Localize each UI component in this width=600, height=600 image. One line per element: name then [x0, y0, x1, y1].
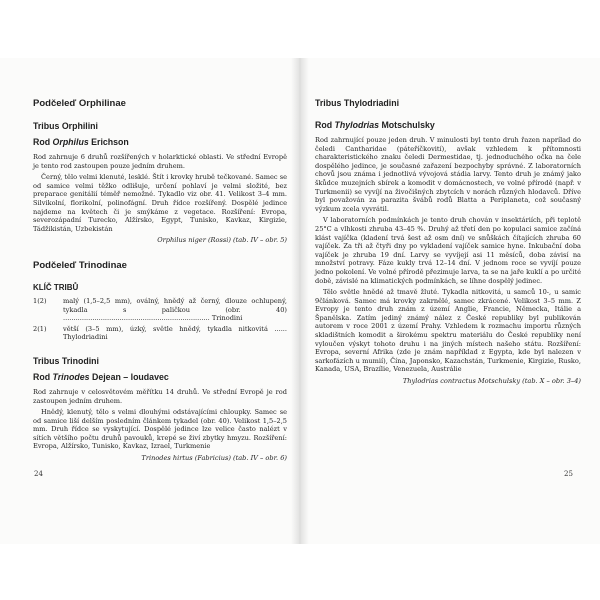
- key-row-text: malý (1,5–2,5 mm), oválný, hnědý až černý, dlouze ochlupený, tykadla s paličkou (obr. 40) ...................................................................... Trinodini: [63, 296, 287, 323]
- species-line-trinodes: Trinodes hirtus (Fabricius) (tab. IV – obr. 6): [141, 454, 287, 463]
- key-row: [33, 325, 287, 342]
- key-row-text: větší (3–5 mm), úzký, světle hnědý, tykadla nitkovitá ...... Thylodriadini: [63, 324, 287, 342]
- paragraph-lab-rearing: V laboratorních podmínkách je tento druh chován v insektáriích, při teplotě 25°C a vlhkosti zhruba 43–45 %. Druhý až třetí den po kopulaci samice začíná klást vajíčka (kladení trvá šest až osm dní) ve snůškách čítajících zhruba 60 vajíček. Za tři až čtyři dny po vykladení vajíček samice hyne. Inkubační doba vajíček je zhruba 19 dní. Larvy se vyvíjejí asi 11 měsíců, doba závisí na množství potravy. Fáze kukly trvá 12–14 dní. V jednom roce se vyvíjí pouze jedno pokolení. Ve volné přírodě přezimuje larva, ta se na jaře kuklí a po určité době, závislé na klimatických podmínkách, se líhne dospělý jedinec.: [315, 216, 581, 285]
- page-number-left: 24: [34, 470, 43, 478]
- genus-heading-trinodes: Rod Trinodes Dejean – loudavec: [33, 371, 169, 382]
- species-line-orphilus: Orphilus niger (Rossi) (tab. IV – obr. 5): [157, 236, 287, 245]
- tribe-heading-trinodini: Tribus Trinodini: [33, 355, 99, 366]
- paragraph-genus-overview: Rod zahrnující pouze jeden druh. V minulosti byl tento druh řazen naprílad do čeledi Cantharidae (páteříčkovití), avšak vzhledem k přítomnosti charakteristického znaku čeledi Dermestidae, tj. jednoduchého očka na čele dospělého jedince, je současné zařazení bezpochyby správné. Z laboratorních chovů jsou známa i jednotlivá vývojová stádia larvy. Tento druh je známý jako škůdce muzejních sbírek a komodit v domácnostech, ve volné přírodě (např. v Turkmenii) se vyvíjí na živočišných zbytcích v norách různých hlodavců. Dříve byl považován za parazita švábů rodů Blatta a Periplaneta, což současný výzkum zcela vyvrátil.: [315, 136, 581, 213]
- left-page: [0, 58, 300, 544]
- tribe-heading-orphilini: Tribus Orphilini: [33, 121, 99, 131]
- page-number-right: 25: [564, 470, 573, 478]
- genus-heading-orphilus: Rod Orphilus Erichson: [33, 137, 129, 147]
- subfamily-heading-trinodinae: Podčeleď Trinodinae: [33, 259, 127, 271]
- genus-intro-orphilus: Rod zahrnuje 6 druhů rozšířených v holarktické oblasti. Ve střední Evropě je tento rod zastoupen pouze jedním druhem.: [33, 153, 287, 170]
- genus-description-trinodes: Hnědý, klenutý, tělo s velmi dlouhými odstávajícími chloupky. Samec se od samice liší delším posledním článkem tykadel (obr. 40). Velikost 1,5–2,5 mm. Druh řídce se vyskytující. Dospělé jedince lze velice často nalézt v sítích většího počtu druhů pavouků, kтерé se živí zbytky hmyzu. Rozšíření: Evropa, Alžírsko, Tunisko, Kavkaz, Izrael, Turkmenie: [33, 408, 287, 451]
- book-gutter: [291, 58, 309, 544]
- key-row-number: 2(1): [33, 324, 47, 333]
- subfamily-heading-orphilinae: Podčeleď Orphilinae: [33, 98, 126, 109]
- species-line-thylodrias: Thylodrias contractus Motschulsky (tab. X – obr. 3–4): [402, 377, 581, 386]
- key-row-number: 1(2): [33, 296, 47, 305]
- paragraph-description: Tělo světle hnědé až tmavě žluté. Tykadla nitkovitá, u samců 10-, u samic 9článková. Samec má krovky zakrnělé, samec zkrácené. Velikost 3–5 mm. Z Evropy je tento druh znám z území Anglie, Francie, Německa, Itálie a Španělska. Zatím jediný známý nález z České republiky byl publikován autorem v roce 2001 z území Prahy. Vzhledem k rozmachu importu různých skladištních komodit a širokému spektru materiálu do České republiky není vyloučen výskyt tohoto druhu i na jiných místech našeho státu. Rozšíření: Evropa, severní Afrika (zde je znám například z Egypta, kde byl nalezen v sarkofázích u mumií), Čína, Japonsko, Kazachstán, Turkmenie, Kirgizie, Rusko, Kanada, USA, Brazílie, Venezuela, Austrálie: [315, 288, 581, 374]
- left-page-content: [33, 98, 287, 466]
- right-page: [300, 58, 600, 544]
- genus-heading-thylodrias: Rod Thylodrias Motschulsky: [315, 120, 435, 130]
- key-row: [33, 297, 287, 323]
- right-page-content: [315, 98, 581, 389]
- genus-intro-trinodes: Rod zahrnuje v celosvětovém měřítku 14 druhů. Ve střední Evropě je rod zastoupen jedním druhem.: [33, 387, 287, 405]
- key-title: KLÍČ TRIBŮ: [33, 282, 79, 292]
- tribe-heading-thylodriadini: Tribus Thylodriadini: [315, 98, 400, 108]
- book-spread: [0, 58, 600, 544]
- genus-description-orphilus: Černý, tělo velmi klenuté, lesklé. Štít i krovky hrubě tečkované. Samec se od samice velmi těžko odlišuje, určení pohlaví je velmi složité, bez preparace genitálií téměř nemožné. Tykadlo viz obr. 41. Velikost 3–4 mm. Silvikolní, florikolní, polinofágní. Druh řídce rozšířený. Dospělé jedince najdeme na květech či je smýkáme z vegetace. Rozšíření: Evropa, severozápadní Turecko, Alžírsko, Egypt, Tunisko, Kavkaz, Kirgizie, Tádžikistán, Uzbekistán: [33, 173, 287, 233]
